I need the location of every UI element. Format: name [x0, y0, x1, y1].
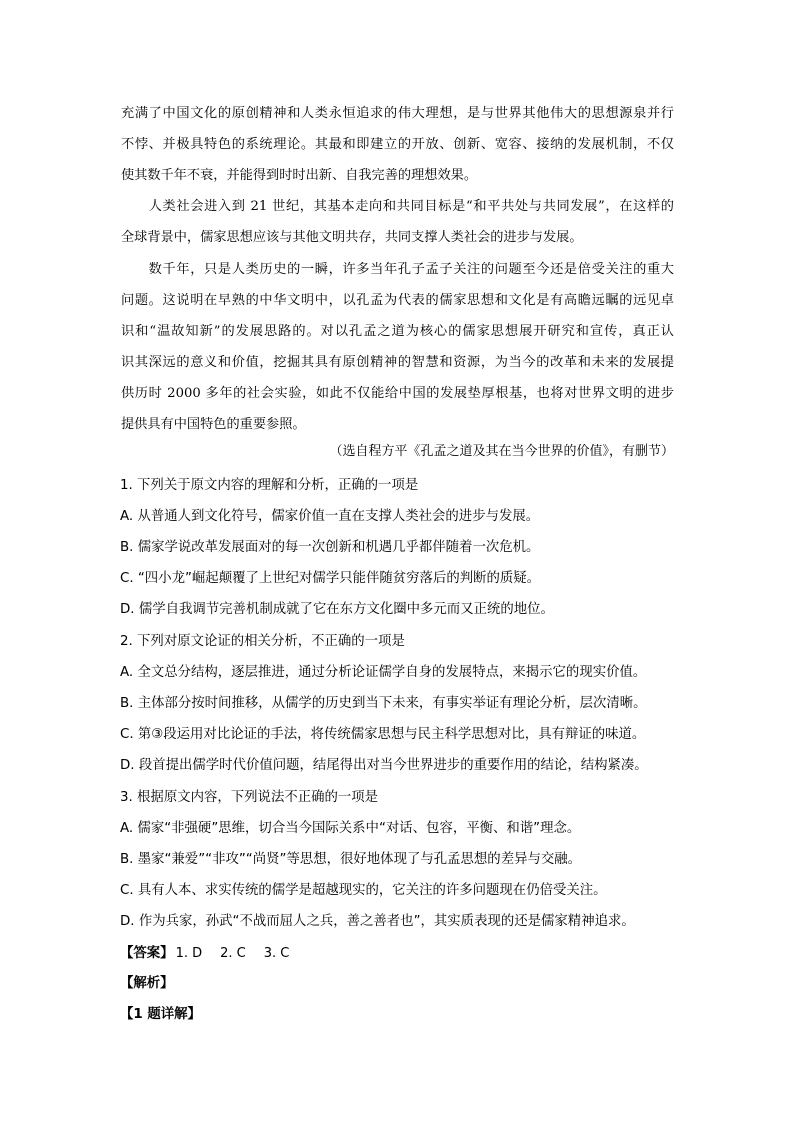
- question-1-stem: 1. 下列关于原文内容的理解和分析，正确的一项是: [120, 478, 419, 493]
- passage-line: 数千年，只是人类历史的一瞬，许多当年孔子孟子关注的问题至今还是倍受关注的重大: [121, 262, 674, 277]
- answer-value-1: 1. D: [175, 946, 203, 961]
- passage-line: 识其深远的意义和价值，挖掘其具有原创精神的智慧和资源，为当今的改革和未来的发展提: [121, 355, 674, 370]
- passage-source: （选自程方平《孔孟之道及其在当今世界的价值》，有删节）: [329, 444, 674, 459]
- analysis-label: 【解析】: [120, 976, 174, 991]
- passage-line: 提供具有中国特色的重要参照。: [121, 417, 306, 432]
- question-3-option-c: C. 具有人本、求实传统的儒学是超越现实的，它关注的许多问题现在仍倍受关注。: [120, 883, 607, 898]
- question-1-option-c: C. “四小龙”崛起颠覆了上世纪对儒学只能伴随贫穷落后的判断的质疑。: [120, 571, 541, 586]
- answer-line: [120, 942, 307, 965]
- passage-line: 识和“温故知新”的发展思路的。对以孔孟之道为核心的儒家思想展开研究和宣传，真正认: [121, 324, 674, 339]
- question-3-option-b: B. 墨家“兼爱”“非攻”“尚贤”等思想，很好地体现了与孔孟思想的差异与交融。: [120, 852, 582, 867]
- passage-line: 问题。这说明在早熟的中华文明中，以孔孟为代表的儒家思想和文化是有高瞻远瞩的远见卓: [121, 293, 674, 308]
- answer-values: [176, 946, 308, 961]
- question-2-option-c: C. 第③段运用对比论证的手法，将传统儒家思想与民主科学思想对比，具有辩证的味道。: [120, 727, 646, 742]
- passage-line: 充满了中国文化的原创精神和人类永恒追求的伟大理想，是与世界其他伟大的思想源泉并行: [121, 106, 674, 121]
- passage-line: 人类社会进入到 21 世纪，其基本走向和共同目标是“和平共处与共同发展”，在这样的: [121, 199, 674, 214]
- question-2-option-a: A. 全文总分结构，逐层推进，通过分析论证儒学自身的发展特点，来揭示它的现实价值。: [120, 665, 647, 680]
- question-2-option-d: D. 段首提出儒学时代价值问题，结尾得出对当今世界进步的重要作用的结论，结构紧凑。: [120, 758, 648, 773]
- question-3-option-d: D. 作为兵家，孙武“不战而屈人之兵，善之善者也”，其实质表现的还是儒家精神追求。: [120, 914, 635, 929]
- answer-label: 【答案】: [120, 946, 174, 961]
- question-2-stem: 2. 下列对原文论证的相关分析，不正确的一项是: [120, 634, 405, 649]
- answer-value-3: 3. C: [263, 946, 290, 961]
- question-1-option-d: D. 儒学自我调节完善机制成就了它在东方文化圈中多元而又正统的地位。: [120, 602, 554, 617]
- passage-line: 全球背景中，儒家思想应该与其他文明共存，共同支撑人类社会的进步与发展。: [121, 230, 583, 245]
- question-3-stem: 3. 根据原文内容，下列说法不正确的一项是: [120, 790, 379, 805]
- question-3-option-a: A. 儒家“非强硬”思维，切合当今国际关系中“对话、包容，平衡、和谐”理念。: [120, 821, 581, 836]
- question-2-option-b: B. 主体部分按时间推移，从儒学的历史到当下未来，有事实举证有理论分析，层次清晰。: [120, 696, 647, 711]
- passage-line: 不悖、并极具特色的系统理论。其最和即建立的开放、创新、宽容、接纳的发展机制，不仅: [121, 137, 674, 152]
- question-1-option-a: A. 从普通人到文化符号，儒家价值一直在支撑人类社会的进步与发展。: [120, 509, 540, 524]
- question-1-option-b: B. 儒家学说改革发展面对的每一次创新和机遇几乎都伴随着一次危机。: [120, 540, 540, 555]
- answer-value-2: 2. C: [220, 946, 246, 961]
- detail-label: 【1 题详解】: [120, 1007, 201, 1022]
- passage-line: 供历时 2000 多年的社会实验，如此不仅能给中国的发展垫厚根基，也将对世界文明的进步: [121, 386, 674, 401]
- passage-line: 使其数千年不衰，并能得到时时出新、自我完善的理想效果。: [121, 168, 478, 183]
